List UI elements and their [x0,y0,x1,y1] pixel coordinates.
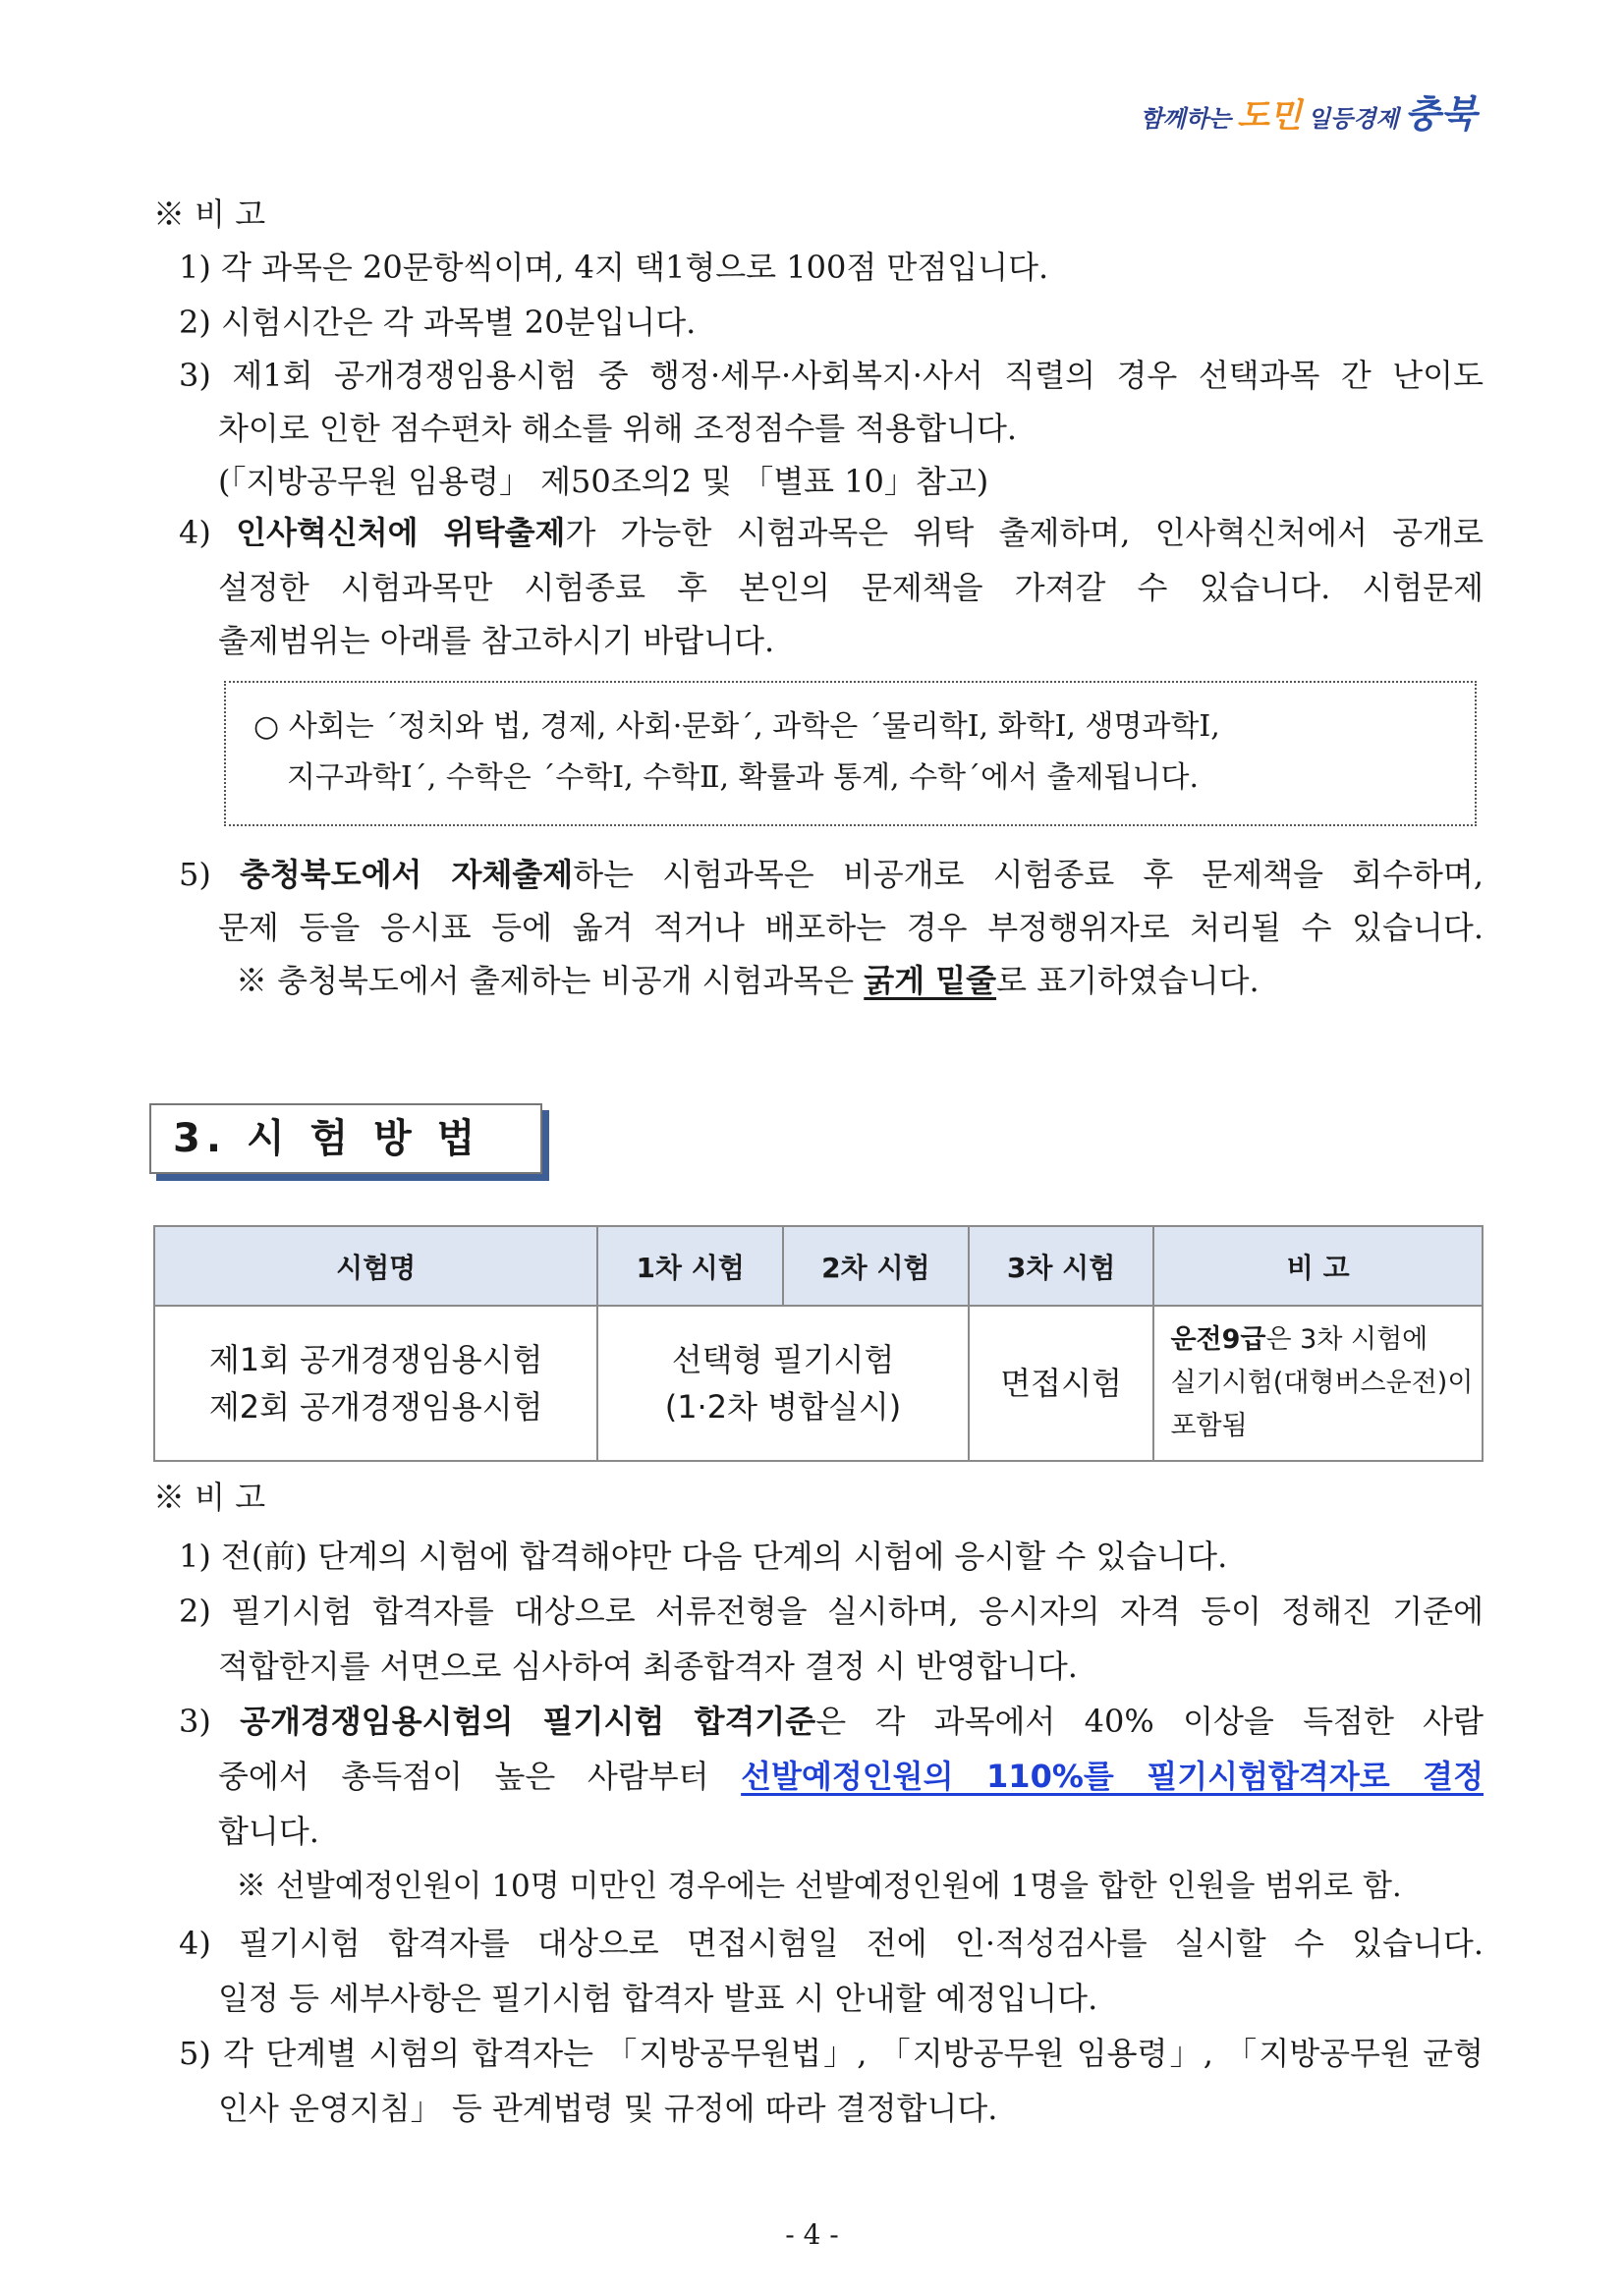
column-header: 1차 시험 [597,1226,783,1306]
underline-emphasis: 굵게 밑줄 [864,962,997,999]
item-text: 하는 시험과목은 비공개로 시험종료 후 문제책을 회수하며, [573,856,1484,893]
logo-text-4: 충북 [1404,92,1477,136]
page-number: - 4 - [785,2218,839,2251]
remark-item [179,853,1484,896]
scope-box-text: 지구과학Ⅰ´, 수학은 ´수학Ⅰ, 수학Ⅱ, 확률과 통계, 수학´에서 출제됩니다. [287,760,1200,795]
note-cell [1153,1306,1483,1461]
column-header: 3차 시험 [969,1226,1154,1306]
note-line [1170,1318,1481,1362]
slogan-logo [1140,84,1477,138]
remark-item-cont: 인사 운영지침」 등 관계법령 및 규정에 따라 결정합니다. [218,2090,998,2127]
scope-box [224,681,1477,826]
emphasis-text: 공개경쟁임용시험의 필기시험 합격기준 [240,1703,816,1740]
written-exam-cell [597,1306,968,1461]
exam-method-table [153,1225,1484,1462]
note-line: 실기시험(대형버스운전)이 [1170,1368,1474,1398]
remark-note: ※ 선발예정인원이 10명 미만인 경우에는 선발예정인원에 1명을 합한 인원을 범위로 함. [236,1869,1402,1904]
table-row [154,1306,1483,1461]
column-header: 비 고 [1153,1226,1483,1306]
remark-item: 4) 필기시험 합격자를 대상으로 면접시험일 전에 인·적성검사를 실시할 수 있습니다. [179,1925,1484,1962]
item-number: 4) [179,514,237,551]
note-emphasis: 운전9급 [1170,1324,1266,1355]
highlight-text: 선발예정인원의 110%를 필기시험합격자로 결정 [741,1758,1484,1795]
emphasis-text: 인사혁신처에 위탁출제 [236,514,566,551]
note-text: ※ 충청북도에서 출제하는 비공개 시험과목은 [236,962,865,999]
remark-item-cont: 출제범위는 아래를 참고하시기 바랍니다. [218,622,775,659]
written-exam-type: 선택형 필기시험 [671,1341,895,1378]
section-title: 3. 시 험 방 법 [173,1116,481,1161]
remark-item: 2) 시험시간은 각 과목별 20분입니다. [179,304,697,341]
exam-name: 제1회 공개경쟁임용시험 [208,1341,543,1378]
written-exam-note: (1·2차 병합실시) [664,1388,902,1426]
remark-item: 1) 전(前) 단계의 시험에 합격해야만 다음 단계의 시험에 응시할 수 있습니다. [179,1538,1228,1575]
remarks-title: ※ 비 고 [153,196,266,233]
remark-item: 5) 각 단계별 시험의 합격자는 「지방공무원법」, 「지방공무원 임용령」, 「지방공무원 균형 [179,2035,1484,2072]
remark-item-cont [218,1755,1484,1798]
item-text: 가 가능한 시험과목은 위탁 출제하며, 인사혁신처에서 공개로 [565,514,1484,551]
item-number: 3) [179,1703,241,1740]
remark-item-cont: 적합한지를 서면으로 심사하여 최종합격자 결정 시 반영합니다. [218,1648,1078,1685]
remark-note [236,959,1260,1002]
item-number: 5) [179,856,240,893]
note-text: 은 3차 시험에 [1265,1324,1428,1355]
remark-item-cont: 합니다. [218,1813,319,1850]
remark-item [179,1700,1484,1743]
remark-item [179,511,1484,554]
exam-name-cell [154,1306,597,1461]
remark-item-cont: 문제 등을 응시표 등에 옮겨 적거나 배포하는 경우 부정행위자로 처리될 수 있습니다. [218,909,1484,946]
section-heading [149,1103,542,1174]
remarks-title: ※ 비 고 [153,1479,266,1516]
remark-item-cont: 차이로 인한 점수편차 해소를 위해 조정점수를 적용합니다. [218,410,1018,447]
logo-text-1: 함께하는 [1140,105,1232,133]
logo-text-3: 일등경제 [1307,105,1399,133]
remark-item-cont: (「지방공무원 임용령」 제50조의2 및 「별표 10」참고) [218,463,989,500]
item-text: 은 각 과목에서 40% 이상을 득점한 사람 [815,1703,1484,1740]
exam-name: 제2회 공개경쟁임용시험 [208,1388,543,1426]
remark-item: 1) 각 과목은 20문항씩이며, 4지 택1형으로 100점 만점입니다. [179,249,1049,286]
item-text: 중에서 총득점이 높은 사람부터 [218,1758,742,1795]
column-header: 시험명 [154,1226,597,1306]
note-text: 로 표기하였습니다. [996,962,1260,999]
note-line: 포함됨 [1170,1411,1248,1441]
logo-text-2: 도민 [1237,96,1302,136]
column-header: 2차 시험 [783,1226,969,1306]
remark-item-cont: 일정 등 세부사항은 필기시험 합격자 발표 시 안내할 예정입니다. [218,1980,1098,2017]
remark-item: 3) 제1회 공개경쟁임용시험 중 행정·세무·사회복지·사서 직렬의 경우 선택과목 간 난이도 [179,357,1484,394]
remark-item: 2) 필기시험 합격자를 대상으로 서류전형을 실시하며, 응시자의 자격 등이 정해진 기준에 [179,1593,1484,1630]
emphasis-text: 충청북도에서 자체출제 [239,856,574,893]
interview-cell: 면접시험 [969,1306,1154,1461]
table-header-row [154,1226,1483,1306]
remark-item-cont: 설정한 시험과목만 시험종료 후 본인의 문제책을 가져갈 수 있습니다. 시험문제 [218,569,1484,606]
scope-box-text: ○ 사회는 ´정치와 법, 경제, 사회·문화´, 과학은 ´물리학Ⅰ, 화학Ⅰ, 생명과학Ⅰ, [253,709,1220,744]
